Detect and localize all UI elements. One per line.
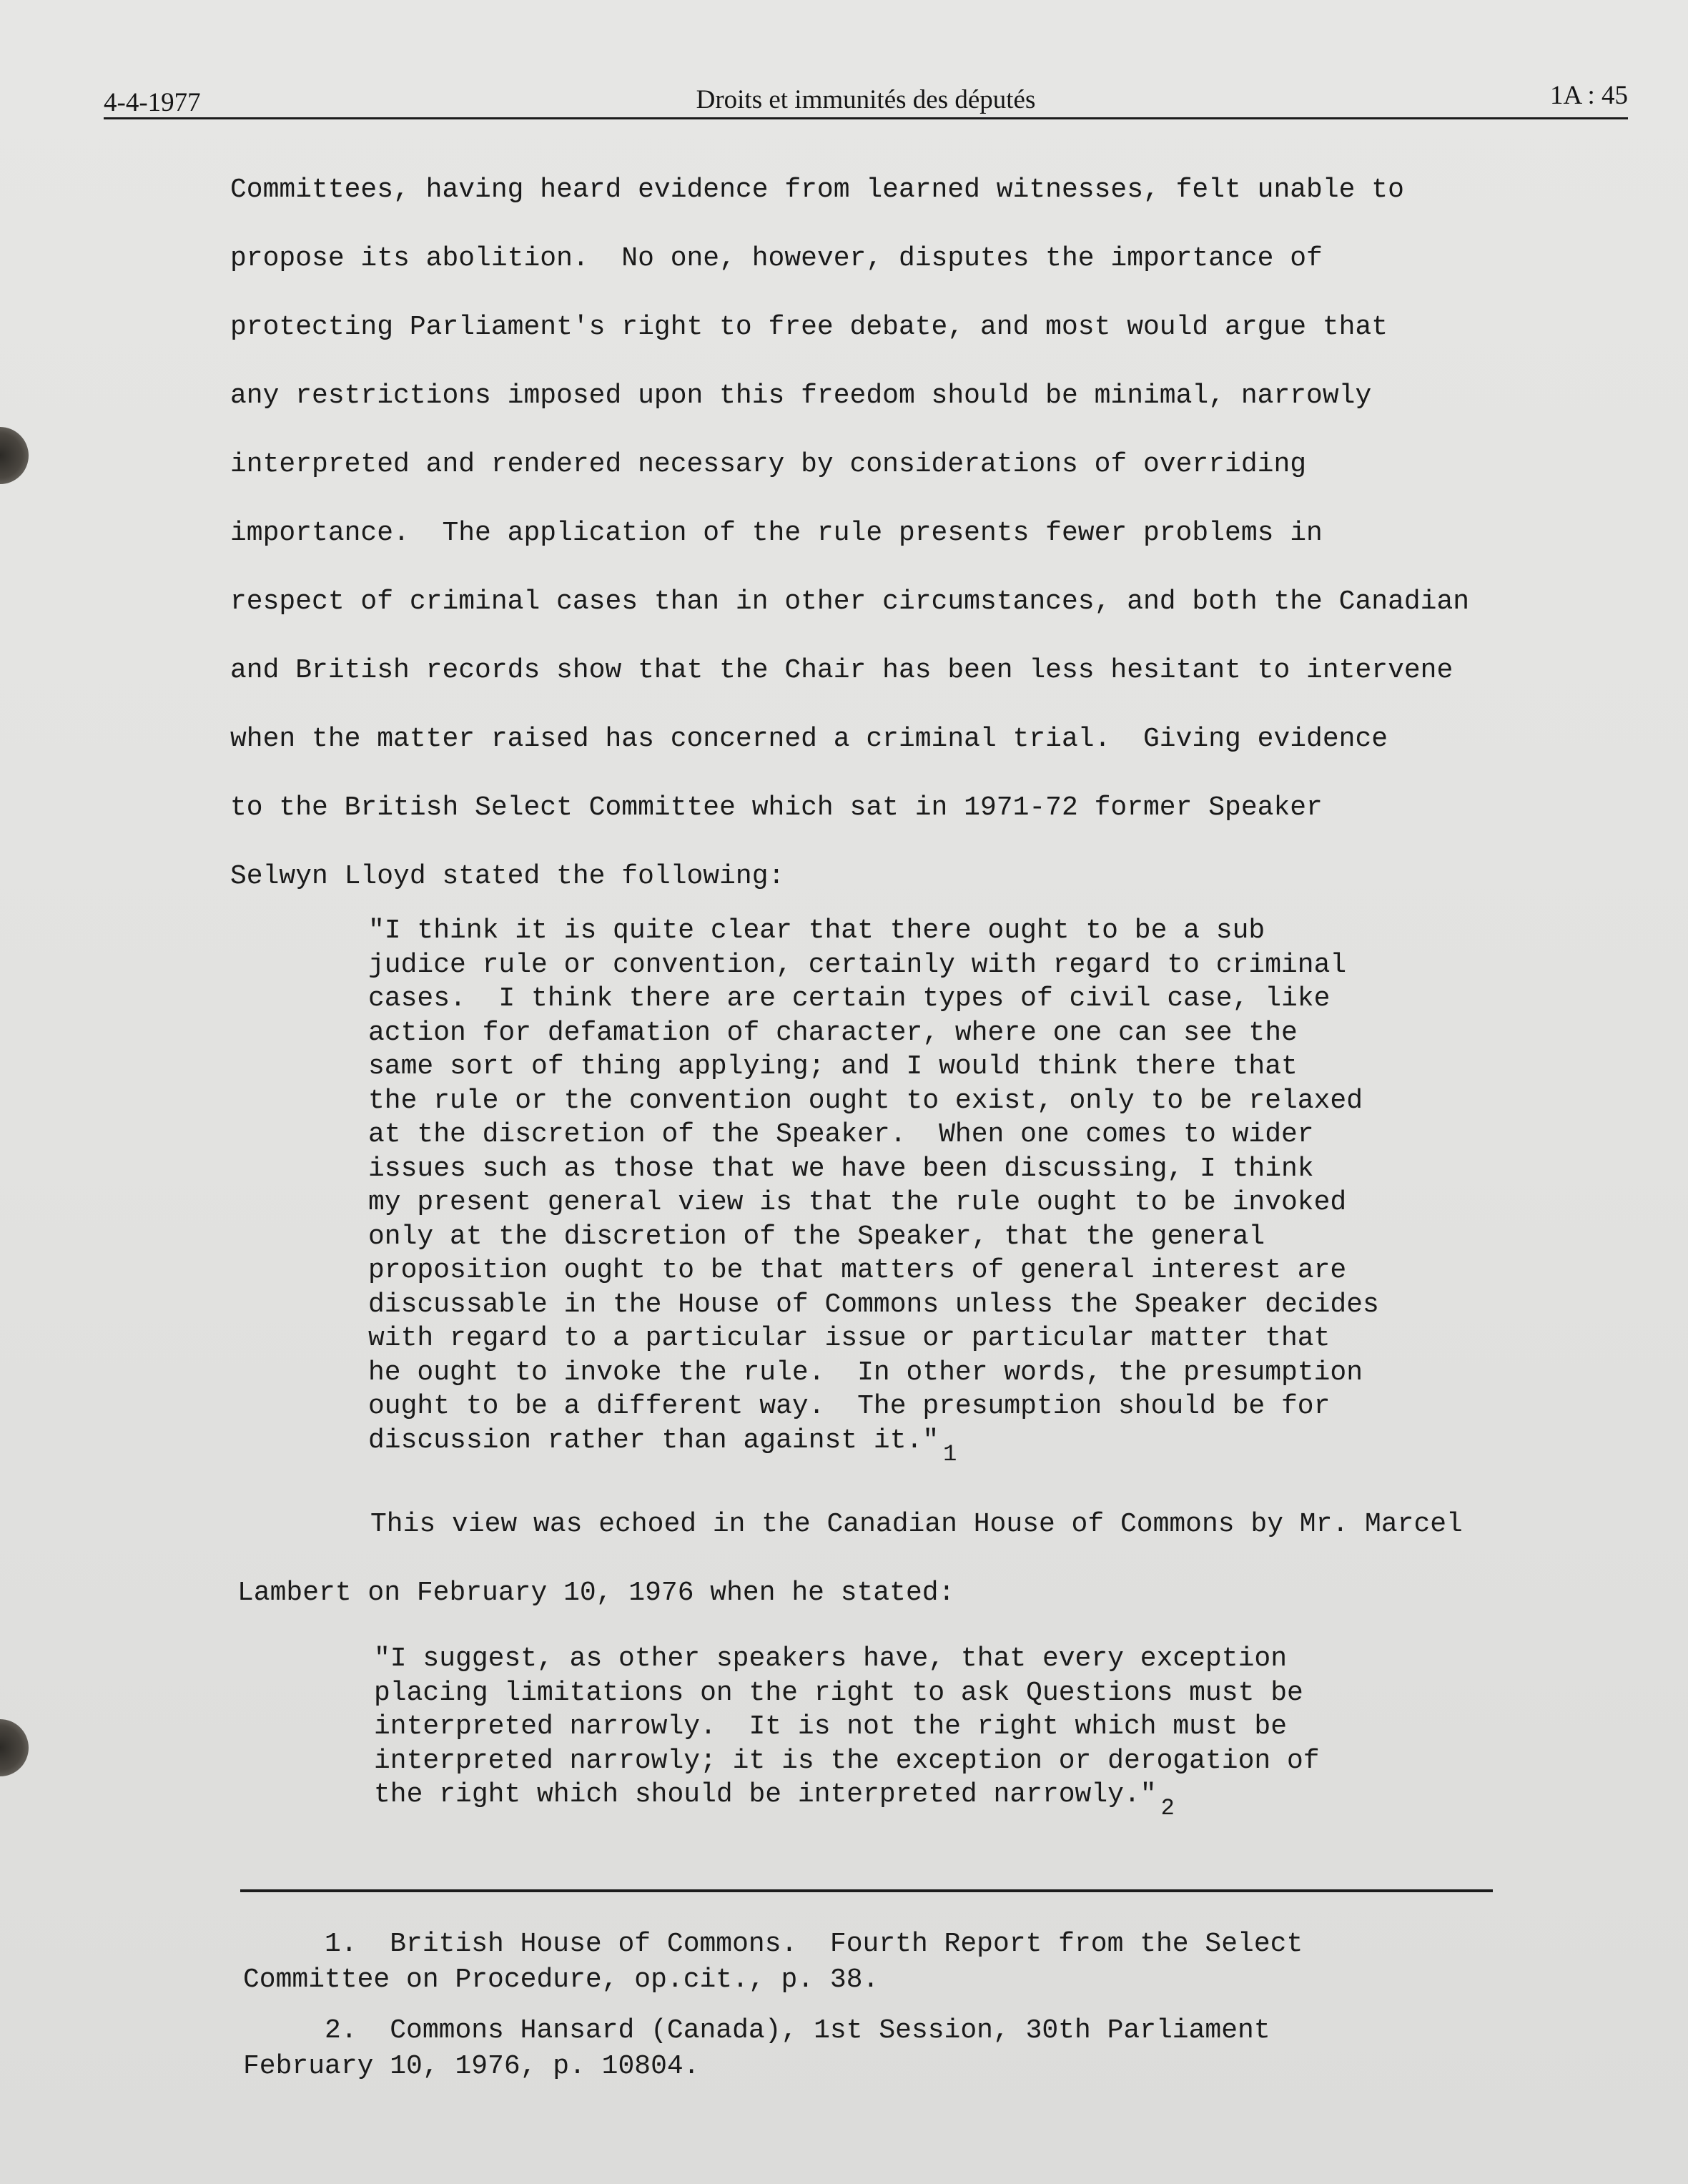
echo-line-2: Lambert on February 10, 1976 when he stated: bbox=[237, 1578, 955, 1608]
quote-line: cases. I think there are certain types of civil case, like bbox=[368, 983, 1331, 1014]
footnote-1 bbox=[243, 1927, 1303, 1998]
body-paragraph bbox=[230, 156, 1589, 911]
header-page-number: 1A : 45 bbox=[1550, 81, 1628, 110]
body-line: importance. The application of the rule presents fewer problems in bbox=[230, 518, 1323, 549]
block-quote-lloyd bbox=[368, 914, 1484, 1467]
quote-line: action for defamation of character, where one can see the bbox=[368, 1017, 1298, 1048]
body-line: any restrictions imposed upon this freedom should be minimal, narrowly bbox=[230, 380, 1372, 411]
quote-line: at the discretion of the Speaker. When one comes to wider bbox=[368, 1119, 1314, 1150]
body-line: and British records show that the Chair has been less hesitant to intervene bbox=[230, 655, 1453, 686]
quote-line: with regard to a particular issue or particular matter that bbox=[368, 1323, 1331, 1354]
body-line: protecting Parliament's right to free debate, and most would argue that bbox=[230, 312, 1388, 343]
quote-line: same sort of thing applying; and I would think there that bbox=[368, 1051, 1298, 1082]
footnote-line: February 10, 1976, p. 10804. bbox=[243, 2051, 700, 2082]
quote-last-text: discussion rather than against it." bbox=[368, 1425, 939, 1456]
quote-line: issues such as those that we have been discussing, I think bbox=[368, 1153, 1314, 1184]
footnote-2 bbox=[243, 2013, 1270, 2085]
quote-line-last bbox=[374, 1778, 1489, 1821]
header-title: Droits et immunités des députés bbox=[696, 85, 1036, 114]
quote-line: proposition ought to be that matters of general interest are bbox=[368, 1255, 1347, 1286]
quote-line: interpreted narrowly. It is not the right which must be bbox=[374, 1711, 1288, 1742]
quote-line: the rule or the convention ought to exist, only to be relaxed bbox=[368, 1085, 1363, 1116]
block-quote-lambert bbox=[374, 1642, 1489, 1821]
body-line: when the matter raised has concerned a criminal trial. Giving evidence bbox=[230, 724, 1388, 754]
body-line: Selwyn Lloyd stated the following: bbox=[230, 861, 785, 892]
quote-line: placing limitations on the right to ask Questions must be bbox=[374, 1677, 1303, 1708]
footnote-ref-2: 2 bbox=[1160, 1795, 1175, 1821]
quote-last-text: the right which should be interpreted narrowly." bbox=[374, 1779, 1157, 1810]
body-line: to the British Select Committee which sat in 1971-72 former Speaker bbox=[230, 792, 1323, 823]
quote-line: interpreted narrowly; it is the exception or derogation of bbox=[374, 1745, 1320, 1776]
body-line: interpreted and rendered necessary by considerations of overriding bbox=[230, 449, 1307, 480]
quote-line: "I think it is quite clear that there ought to be a sub bbox=[368, 915, 1265, 946]
quote-line: only at the discretion of the Speaker, that the general bbox=[368, 1221, 1265, 1252]
binder-hole-top bbox=[0, 427, 29, 484]
quote-line: he ought to invoke the rule. In other words, the presumption bbox=[368, 1357, 1363, 1388]
quote-line: "I suggest, as other speakers have, that every exception bbox=[374, 1643, 1288, 1674]
footnote-line: 1. British House of Commons. Fourth Report from the Select bbox=[243, 1929, 1303, 1959]
quote-line: ought to be a different way. The presumption should be for bbox=[368, 1391, 1331, 1422]
header-divider bbox=[104, 117, 1628, 119]
footnote-line: 2. Commons Hansard (Canada), 1st Session, 30th Parliament bbox=[243, 2015, 1270, 2046]
footnote-divider bbox=[240, 1889, 1493, 1892]
header-date: 4-4-1977 bbox=[104, 88, 201, 117]
page-header bbox=[104, 77, 1628, 120]
body-line: Committees, having heard evidence from learned witnesses, felt unable to bbox=[230, 174, 1404, 205]
quote-line: my present general view is that the rule ought to be invoked bbox=[368, 1187, 1347, 1218]
footnote-ref-1: 1 bbox=[943, 1440, 957, 1467]
quote-line: judice rule or convention, certainly with regard to criminal bbox=[368, 949, 1347, 980]
footnote-line: Committee on Procedure, op.cit., p. 38. bbox=[243, 1964, 879, 1995]
echo-line-1: This view was echoed in the Canadian House of Commons by Mr. Marcel bbox=[370, 1509, 1463, 1540]
quote-line: discussable in the House of Commons unless the Speaker decides bbox=[368, 1289, 1379, 1320]
binder-hole-bottom bbox=[0, 1719, 29, 1776]
body-line: propose its abolition. No one, however, disputes the importance of bbox=[230, 243, 1323, 274]
body-line: respect of criminal cases than in other circumstances, and both the Canadian bbox=[230, 586, 1470, 617]
quote-line-last bbox=[368, 1424, 1484, 1467]
